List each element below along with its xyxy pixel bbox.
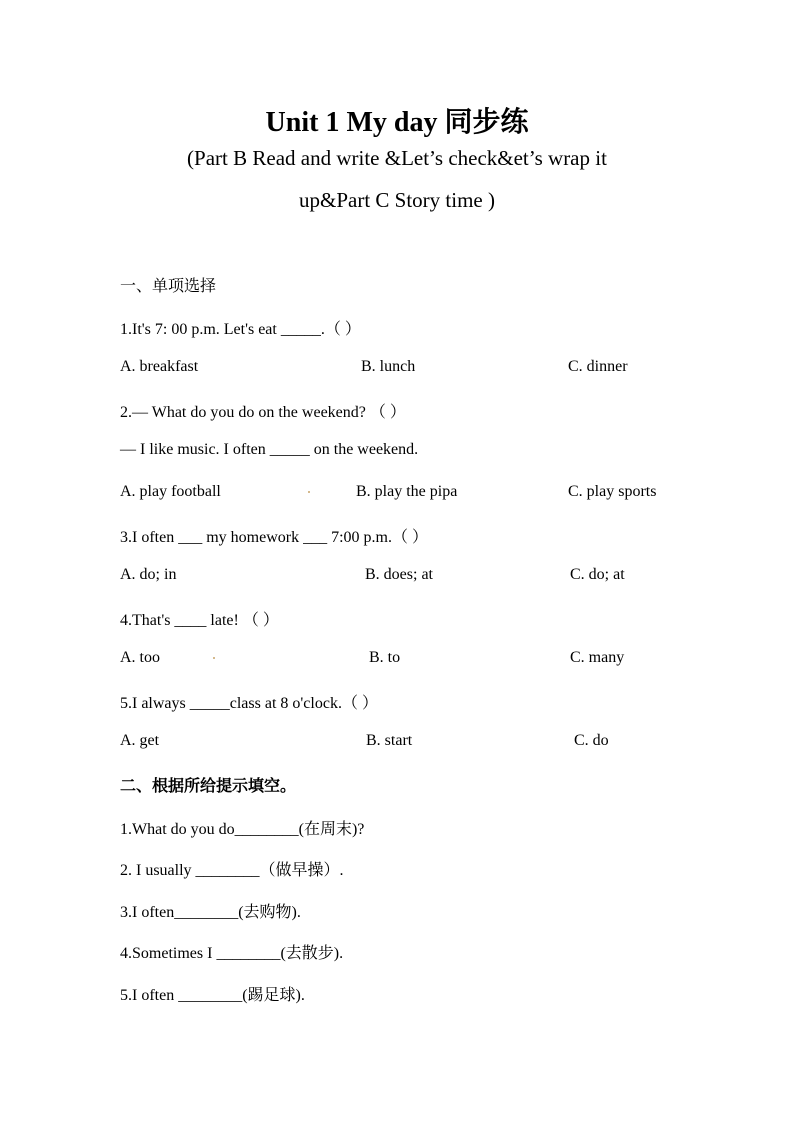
speck-mark [308,491,310,493]
speck-mark [213,657,215,659]
question-4-option-a: A. too [120,649,160,666]
page-title: Unit 1 My day 同步练 [265,107,529,138]
subtitle-line-2: up&Part C Story time ) [299,188,495,212]
fill-item-3: 3.I often________(去购物). [120,904,301,921]
question-5-option-c: C. do [574,732,609,749]
fill-item-1: 1.What do you do________(在周末)? [120,821,365,838]
question-5-option-a: A. get [120,732,160,749]
section-1-heading: 一、单项选择 [120,278,217,295]
question-1-option-c: C. dinner [568,358,628,375]
question-2-option-a: A. play football [120,483,221,500]
question-3-option-a: A. do; in [120,566,177,583]
fill-item-4: 4.Sometimes I ________(去散步). [120,945,344,962]
question-2-stem-reply: — I like music. I often _____ on the weekend. [120,441,419,458]
question-2-option-b: B. play the pipa [356,483,458,500]
section-2-heading: 二、根据所给提示填空。 [120,778,297,795]
question-4-stem: 4.That's ____ late! （ ） [120,612,279,629]
question-5-stem: 5.I always _____class at 8 o'clock.（ ） [120,695,378,712]
question-5-option-b: B. start [366,732,413,749]
fill-item-5: 5.I often ________(踢足球). [120,987,305,1004]
question-4-option-c: C. many [570,649,625,666]
question-3-stem: 3.I often ___ my homework ___ 7:00 p.m.（ ） [120,529,428,546]
question-1-option-b: B. lunch [361,358,416,375]
question-2-stem: 2.— What do you do on the weekend? （ ） [120,404,406,421]
question-1-stem: 1.It's 7: 00 p.m. Let's eat _____.（ ） [120,321,361,338]
question-3-option-c: C. do; at [570,566,625,583]
question-4-option-b: B. to [369,649,401,666]
subtitle-line-1: (Part B Read and write &Let’s check&et’s wrap it [187,146,607,170]
question-2-option-c: C. play sports [568,483,657,500]
question-3-option-b: B. does; at [365,566,433,583]
question-1-option-a: A. breakfast [120,358,199,375]
fill-item-2: 2. I usually ________（做早操）. [120,862,344,879]
